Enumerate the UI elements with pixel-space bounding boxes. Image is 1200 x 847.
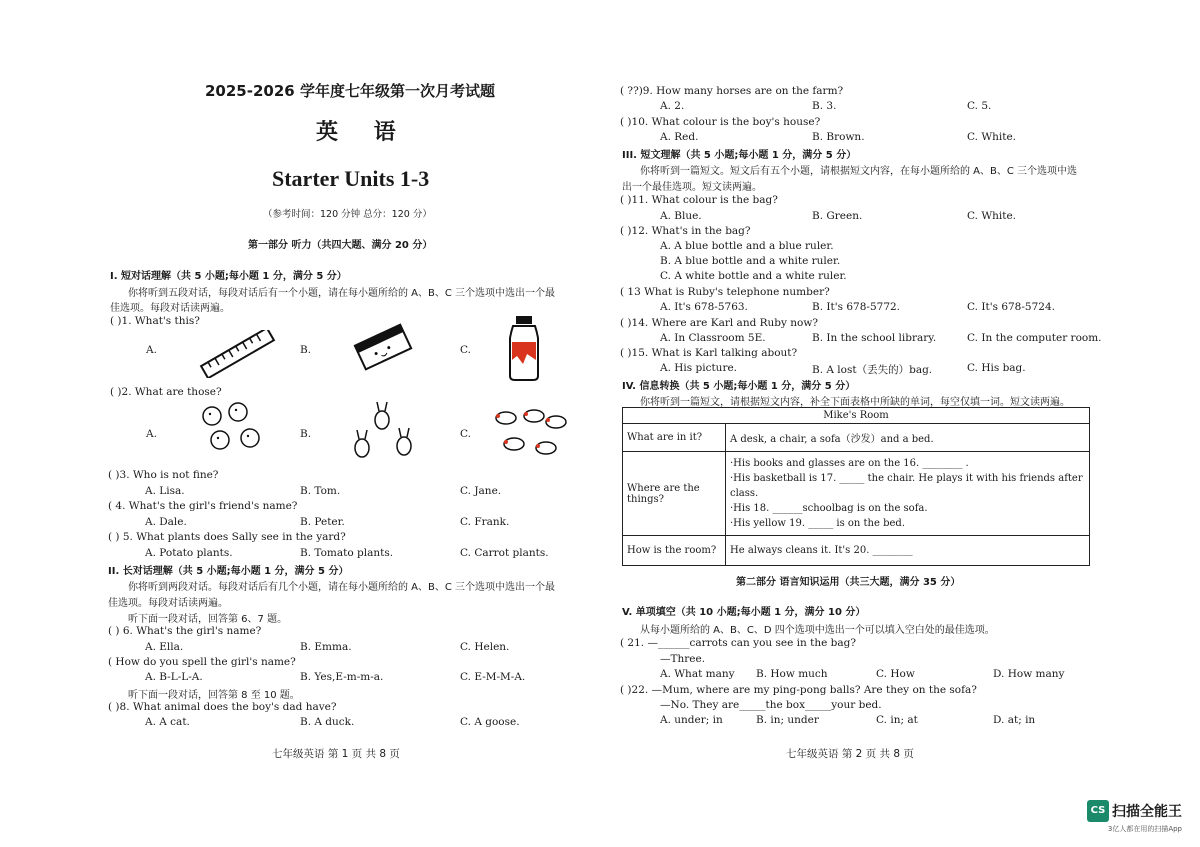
q9-option-b: B. 3. <box>812 100 837 112</box>
q14-option-b: B. In the school library. <box>812 332 937 344</box>
q11-option-b: B. Green. <box>812 210 863 222</box>
time-note: （参考时间：120 分钟 总分：120 分） <box>263 209 432 220</box>
q12-option-b: B. A blue bottle and a white ruler. <box>660 255 841 267</box>
q15-option-b: B. A lost（丢失的）bag. <box>812 364 933 376</box>
rabbits-icon <box>348 400 420 472</box>
q10-option-b: B. Brown. <box>812 131 865 143</box>
watermark-name: 扫描全能王 <box>1112 804 1182 820</box>
question-4: ( 4. What's the girl's friend's name? <box>108 500 298 512</box>
question-12: ( )12. What's in the bag? <box>620 225 751 237</box>
table-row3-label: How is the room? <box>623 536 726 566</box>
ducks-icon <box>490 402 574 464</box>
q1-option-a-label: A. <box>146 344 157 356</box>
q6-option-c: C. Helen. <box>460 641 510 653</box>
right-page-footer: 七年级英语 第 2 页 共 8 页 <box>786 748 914 760</box>
section4-heading: IV. 信息转换（共 5 小题;每小题 1 分，满分 5 分） <box>622 381 856 392</box>
q8-option-b: B. A duck. <box>300 716 355 728</box>
q6-option-b: B. Emma. <box>300 641 352 653</box>
question-5: ( ) 5. What plants does Sally see in the yard? <box>108 531 346 543</box>
table-line-18: ·His 18. ______schoolbag is on the sofa. <box>730 503 928 514</box>
section1-desc: 你将听到五段对话，每段对话后有一个小题，请在每小题所给的 A、B、C 三个选项中选出一个最 <box>128 288 556 299</box>
ruler-icon <box>198 330 278 378</box>
table-line-16: ·His books and glasses are on the 16. ________ . <box>730 458 969 469</box>
section2-hint-2: 听下面一段对话，回答第 8 至 10 题。 <box>128 690 300 701</box>
q21-option-b: B. How much <box>756 668 828 680</box>
q1-option-c-label: C. <box>460 344 471 356</box>
q10-option-c: C. White. <box>967 131 1017 143</box>
units-title: Starter Units 1-3 <box>272 166 430 191</box>
q15-option-c: C. His bag. <box>967 362 1026 374</box>
q5-option-b: B. Tomato plants. <box>300 547 394 559</box>
q10-option-a: A. Red. <box>660 131 699 143</box>
bottle-icon <box>505 314 543 382</box>
question-14: ( )14. Where are Karl and Ruby now? <box>620 317 818 329</box>
q3-option-a: A. Lisa. <box>145 485 185 497</box>
section2-hint-1: 听下面一段对话，回答第 6、7 题。 <box>128 614 288 625</box>
table-row1-label: What are in it? <box>623 424 726 452</box>
q9-option-c: C. 5. <box>967 100 992 112</box>
watermark-tagline: 3亿人都在用的扫描App <box>1107 825 1182 833</box>
q21-option-d: D. How many <box>993 668 1065 680</box>
q22-option-c: C. in; at <box>876 714 918 726</box>
section2-heading: II. 长对话理解（共 5 小题;每小题 1 分，满分 5 分） <box>108 566 349 577</box>
q4-option-c: C. Frank. <box>460 516 510 528</box>
q5-option-a: A. Potato plants. <box>145 547 233 559</box>
section3-desc-2: 出一个最佳选项。短文读两遍。 <box>622 182 762 193</box>
q9-option-a: A. 2. <box>660 100 685 112</box>
question-11: ( )11. What colour is the bag? <box>620 194 778 206</box>
q6-option-a: A. Ella. <box>145 641 184 653</box>
q8-option-a: A. A cat. <box>145 716 190 728</box>
q4-option-a: A. Dale. <box>145 516 187 528</box>
q7-option-c: C. E-M-M-A. <box>460 671 526 683</box>
q7-option-a: A. B-L-L-A. <box>145 671 203 683</box>
question-7: ( How do you spell the girl's name? <box>108 656 296 668</box>
question-6: ( ) 6. What's the girl's name? <box>108 625 262 637</box>
question-15: ( )15. What is Karl talking about? <box>620 347 798 359</box>
q12-option-c: C. A white bottle and a white ruler. <box>660 270 847 282</box>
exam-title: 2025-2026 学年度七年级第一次月考试题 <box>205 82 495 100</box>
table-line-17: ·His basketball is 17. _____ the chair. He plays it with his friends after class. <box>730 473 1083 499</box>
q5-option-c: C. Carrot plants. <box>460 547 549 559</box>
camscanner-logo-icon: CS <box>1087 800 1109 822</box>
section4-desc: 你将听到一篇短文，请根据短文内容，补全下面表格中所缺的单词，每空仅填一词。短文读两遍。 <box>640 397 1070 408</box>
q21-option-a: A. What many <box>660 668 735 680</box>
section3-heading: III. 短文理解（共 5 小题;每小题 1 分，满分 5 分） <box>622 150 857 161</box>
table-row2-value <box>726 452 1090 536</box>
left-page-footer: 七年级英语 第 1 页 共 8 页 <box>272 748 400 760</box>
q11-option-a: A. Blue. <box>660 210 702 222</box>
table-row3-value: He always cleans it. It's 20. ________ <box>726 536 1090 566</box>
question-1: ( )1. What's this? <box>110 315 200 327</box>
part1-heading: 第一部分 听力（共四大题、满分 20 分） <box>248 240 433 251</box>
section5-heading: V. 单项填空（共 10 小题;每小题 1 分，满分 10 分） <box>622 607 866 618</box>
table-row1-value: A desk, a chair, a sofa（沙发）and a bed. <box>726 424 1090 452</box>
mikes-room-table <box>622 407 1090 566</box>
question-3: ( )3. Who is not fine? <box>108 469 219 481</box>
question-9: ( ??)9. How many horses are on the farm? <box>620 85 844 97</box>
q3-option-c: C. Jane. <box>460 485 502 497</box>
section2-desc: 你将听到两段对话。每段对话后有几个小题，请在每小题所给的 A、B、C 三个选项中选出一个最 <box>128 582 556 593</box>
q22-option-d: D. at; in <box>993 714 1036 726</box>
question-8: ( )8. What animal does the boy's dad have? <box>108 701 337 713</box>
question-21-reply: —Three. <box>660 653 706 665</box>
question-22: ( )22. —Mum, where are my ping-pong balls? Are they on the sofa? <box>620 684 977 696</box>
q4-option-b: B. Peter. <box>300 516 345 528</box>
q13-option-a: A. It's 678-5763. <box>660 301 748 313</box>
eraser-icon <box>352 322 414 372</box>
q2-option-c-label: C. <box>460 428 471 440</box>
q2-option-b-label: B. <box>300 428 312 440</box>
chicks-icon <box>192 398 272 460</box>
part2-heading: 第二部分 语言知识运用（共三大题，满分 35 分） <box>736 577 961 588</box>
question-2: ( )2. What are those? <box>110 386 222 398</box>
q22-option-b: B. in; under <box>756 714 819 726</box>
section5-desc: 从每小题所给的 A、B、C、D 四个选项中选出一个可以填入空白处的最佳选项。 <box>640 625 995 636</box>
q8-option-c: C. A goose. <box>460 716 520 728</box>
scanner-watermark <box>1087 800 1182 834</box>
q14-option-a: A. In Classroom 5E. <box>660 332 766 344</box>
q22-option-a: A. under; in <box>660 714 723 726</box>
section3-desc: 你将听到一篇短文。短文后有五个小题，请根据短文内容，在每小题所给的 A、B、C 三个选项中选 <box>640 166 1078 177</box>
section2-desc-2: 佳选项。每段对话读两遍。 <box>108 598 228 609</box>
section1-desc-2: 佳选项。每段对话读两遍。 <box>110 303 230 314</box>
q21-option-c: C. How <box>876 668 915 680</box>
q2-option-a-label: A. <box>146 428 157 440</box>
q13-option-c: C. It's 678-5724. <box>967 301 1055 313</box>
table-line-19: ·His yellow 19. _____ is on the bed. <box>730 518 905 529</box>
question-10: ( )10. What colour is the boy's house? <box>620 116 821 128</box>
question-21: ( 21. —______carrots can you see in the bag? <box>620 637 856 649</box>
table-title: Mike's Room <box>623 408 1090 424</box>
q3-option-b: B. Tom. <box>300 485 341 497</box>
subject-title: 英 语 <box>316 120 410 145</box>
q7-option-b: B. Yes,E-m-m-a. <box>300 671 384 683</box>
question-22-reply: —No. They are_____the box_____your bed. <box>660 699 882 711</box>
q15-option-a: A. His picture. <box>660 362 738 374</box>
section1-heading: I. 短对话理解（共 5 小题;每小题 1 分，满分 5 分） <box>110 271 347 282</box>
q12-option-a: A. A blue bottle and a blue ruler. <box>660 240 834 252</box>
question-13: ( 13 What is Ruby's telephone number? <box>620 286 830 298</box>
q1-option-b-label: B. <box>300 344 312 356</box>
q14-option-c: C. In the computer room. <box>967 332 1102 344</box>
table-row2-label: Where are the things? <box>623 452 726 536</box>
q11-option-c: C. White. <box>967 210 1017 222</box>
q13-option-b: B. It's 678-5772. <box>812 301 901 313</box>
